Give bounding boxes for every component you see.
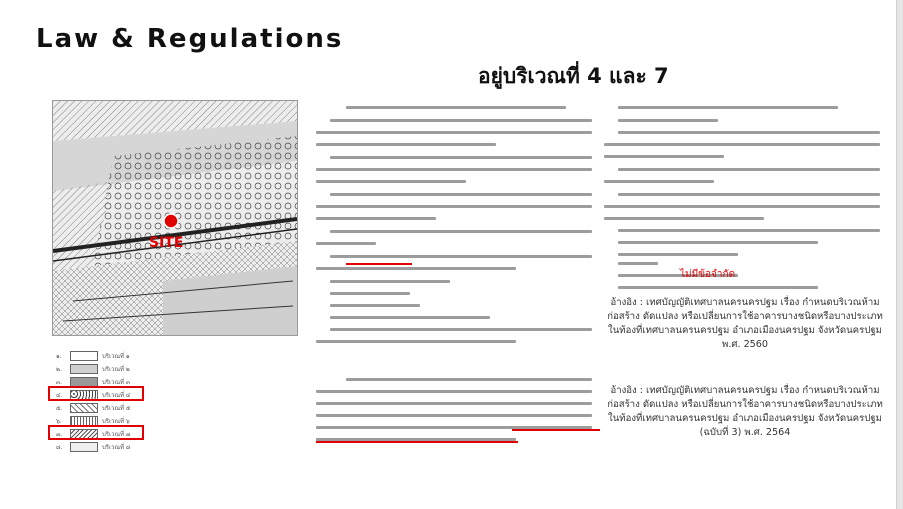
legend-num: ๑. (56, 353, 62, 360)
legend-highlight-area-4 (48, 386, 144, 401)
legend-swatch (70, 364, 98, 374)
legend-row (54, 363, 144, 374)
zoning-map-image (52, 100, 298, 336)
reference-note-2: อ้างอิง : เทศบัญญัติเทศบาลนครนครปฐม เรื่อง กำหนดบริเวณห้ามก่อสร้าง ดัดแปลง หรือเปลี่ยนการใช้อาคารบางชนิดหรือบางประเภท ในท้องที่เทศบาลนครนครปฐม อำเภอเมืองนครปฐม จังหวัดนครปฐม (ฉบับที่ 3) พ.ศ. 2564 (607, 385, 883, 438)
legend-row (54, 441, 144, 452)
no-restriction-label: ไม่มีข้อจำกัด (680, 269, 736, 280)
legend-label: บริเวณที่ ๒ (102, 366, 130, 373)
legend-num: ๕. (56, 405, 63, 412)
legend-num: ๖. (56, 418, 62, 425)
legend-label: บริเวณที่ ๑ (102, 353, 130, 360)
legend-num: ๓. (56, 379, 63, 386)
legend-highlight-area-7 (48, 425, 144, 440)
legend-row (54, 350, 144, 361)
reference-note-1: อ้างอิง : เทศบัญญัติเทศบาลนครนครปฐม เรื่อง กำหนดบริเวณห้ามก่อสร้าง ดัดแปลง หรือเปลี่ยนการใช้อาคารบางชนิดหรือบางประเภท ในท้องที่เทศบาลนครนครปฐม อำเภอเมืองนครปฐม จังหวัดนครปฐม พ.ศ. 2560 (607, 297, 883, 350)
ordinance-text-scan-right (604, 100, 886, 260)
underline-highlight (512, 429, 600, 431)
slide-subtitle: อยู่บริเวณที่ 4 และ 7 (478, 64, 669, 88)
legend-label: บริเวณที่ ๔ (102, 392, 131, 399)
legend-swatch (70, 403, 98, 413)
slide-title: Law & Regulations (36, 24, 344, 54)
legend-swatch (70, 442, 98, 452)
legend-num: ๔. (56, 392, 63, 399)
ordinance-text-scan-upper (316, 100, 600, 360)
ordinance-text-scan-lower (316, 372, 600, 452)
legend-label: บริเวณที่ ๕ (102, 405, 131, 412)
map-legend (54, 350, 144, 458)
legend-swatch (70, 351, 98, 361)
legend-num: ๗. (56, 431, 63, 438)
legend-num: ๒. (56, 366, 62, 373)
site-label: SITE (149, 235, 184, 251)
legend-label: บริเวณที่ ๓ (102, 379, 130, 386)
underline-highlight (316, 441, 518, 443)
legend-label: บริเวณที่ ๗ (102, 431, 131, 438)
window-edge (896, 0, 903, 509)
legend-num: ๘. (56, 444, 63, 451)
legend-label: บริเวณที่ ๘ (102, 444, 131, 451)
legend-label: บริเวณที่ ๖ (102, 418, 130, 425)
legend-row (54, 402, 144, 413)
underline-highlight (346, 263, 412, 265)
map-drawing (53, 101, 297, 335)
